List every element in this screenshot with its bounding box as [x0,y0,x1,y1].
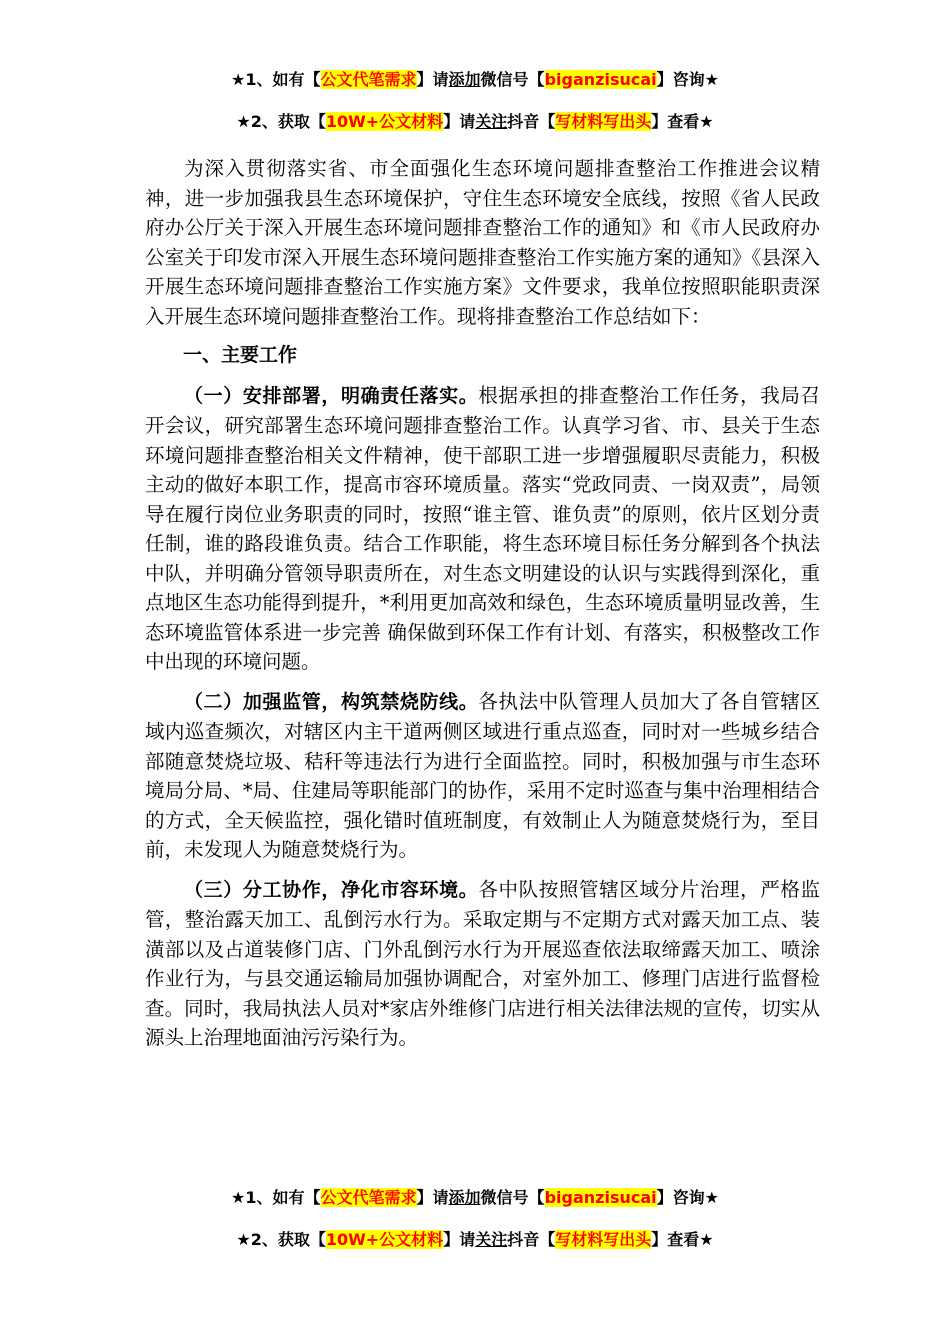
top-banner-line-1 [0,68,950,92]
top-banner-line-2 [0,110,950,134]
banner-suffix: 】查看★ [651,1230,714,1249]
item-body: 根据承担的排查整治工作任务，我局召开会议，研究部署生态环境问题排查整治工作。认真学习省、市、县关于生态环境问题排查整治相关文件精神，使干部职工进一步增强履职尽责能力，积极主动的做好本职工作，提高市容环境质量。落实“党政同责、一岗双责”，局领导在履行岗位业务职责的同时，按照“谁主管、谁负责”的原则，依片区划分责任制，谁的路段谁负责。结合工作职能，将生态环境目标任务分解到各个执法中队，并明确分管领导职责所在，对生态文明建设的认识与实践得到深化，重点地区生态功能得到提升，*利用更加高效和绿色，生态环境质量明显改善，生态环境监管体系进一步完善 确保做到环保工作有计划、有落实，积极整改工作中出现的环境问题。 [145,383,820,673]
banner-suffix: 】咨询★ [656,1188,719,1207]
section-title: 一、主要工作 [183,344,298,366]
banner-text: 】请 [443,1230,476,1249]
item-body: 各中队按照管辖区域分片治理，严格监管，整治露天加工、乱倒污水行为。采取定期与不定期方式对露天加工点、装潢部以及占道装修门店、门外乱倒污水行为开展巡查依法取缔露天加工、喷涂作业行为，与县交通运输局加强协调配合，对室外加工、修理门店进行监督检查。同时，我局执法人员对*家店外维修门店进行相关法律法规的宣传，切实从源头上治理地面油污污染行为。 [145,877,820,1049]
banner-suffix: 】查看★ [651,112,714,131]
banner-text: 抖音【 [507,112,556,131]
banner-prefix: ★1、如有【 [231,70,321,89]
item-lead: （一）安排部署，明确责任落实。 [184,384,479,407]
banner-prefix: ★1、如有【 [231,1188,321,1207]
banner-underline: 添加 [448,1188,481,1207]
banner-highlight: 写材料写出头 [555,1230,652,1249]
item-body: 各执法中队管理人员加大了各自管辖区域内巡查频次，对辖区内主干道两侧区域进行重点巡查，同时对一些城乡结合部随意焚烧垃圾、秸秆等违法行为进行全面监控。同时，积极加强与市生态环境局分局、*局、住建局等职能部门的协作，采用不定时巡查与集中治理相结合的方式，全天候监控，强化错时值班制度，有效制止人为随意焚烧行为，至目前，未发现人为随意焚烧行为。 [145,689,820,861]
banner-underline: 添加 [448,70,481,89]
banner-text: 】请 [443,112,476,131]
document-body [145,154,820,1063]
banner-highlight: 10W+公文材料 [325,112,444,131]
banner-highlight: 10W+公文材料 [325,1230,444,1249]
bottom-banner-line-2 [0,1228,950,1252]
banner-highlight: 写材料写出头 [555,112,652,131]
banner-highlight: biganzisucai [544,1188,657,1207]
banner-text: 】请 [416,70,449,89]
bottom-banner-line-1 [0,1186,950,1210]
banner-text: 抖音【 [507,1230,556,1249]
banner-underline: 关注 [475,1230,508,1249]
banner-underline: 关注 [475,112,508,131]
banner-highlight: biganzisucai [544,70,657,89]
banner-text: 微信号【 [480,1188,545,1207]
item-lead: （三）分工协作，净化市容环境。 [184,878,479,901]
item-paragraph [145,687,820,865]
item-paragraph [145,875,820,1053]
item-paragraph [145,381,820,677]
banner-text: 微信号【 [480,70,545,89]
item-lead: （二）加强监管，构筑禁烧防线。 [184,690,479,713]
banner-suffix: 】咨询★ [656,70,719,89]
intro-paragraph: 为深入贯彻落实省、市全面强化生态环境问题排查整治工作推进会议精神，进一步加强我县生态环境保护，守住生态环境安全底线，按照《省人民政府办公厅关于深入开展生态环境问题排查整治工作的通知》和《市人民政府办公室关于印发市深入开展生态环境问题排查整治工作实施方案的通知》《县深入开展生态环境问题排查整治工作实施方案》文件要求，我单位按照职能职责深入开展生态环境问题排查整治工作。现将排查整治工作总结如下： [145,157,820,328]
banner-prefix: ★2、获取【 [236,112,326,131]
banner-highlight: 公文代笔需求 [320,70,417,89]
banner-text: 】请 [416,1188,449,1207]
banner-highlight: 公文代笔需求 [320,1188,417,1207]
banner-prefix: ★2、获取【 [236,1230,326,1249]
